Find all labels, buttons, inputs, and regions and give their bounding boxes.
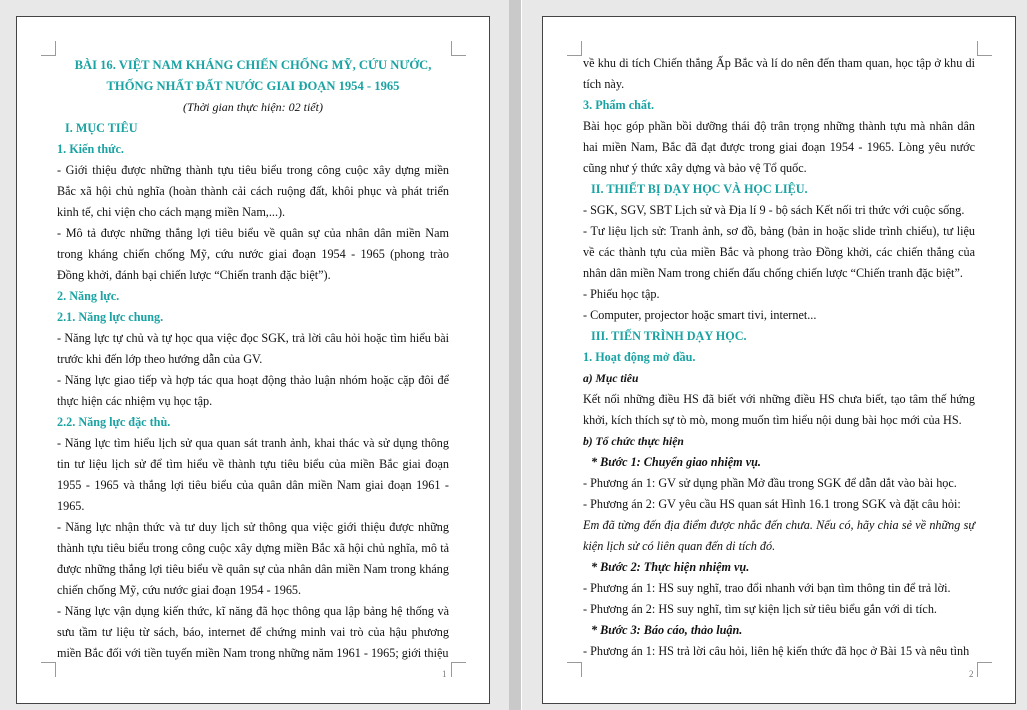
paragraph: Kết nối những điều HS đã biết với những điều HS chưa biết, tạo tâm thế hứng khởi, kích thích sự tò mò, mong muốn tìm hiểu nội dung bài học mới của HS. — [583, 392, 975, 427]
paragraph: - SGK, SGV, SBT Lịch sử và Địa lí 9 - bộ sách Kết nối tri thức với cuộc sống. — [583, 203, 965, 217]
paragraph: Bài học góp phần bồi dưỡng thái độ trân trọng những thành tựu mà nhân dân hai miền Nam, Bắc đã đạt được trong giai đoạn 1954 - 1965. Lòng yêu nước cũng như ý thức xây dựng và bảo vệ Tổ quốc. — [583, 119, 975, 175]
heading-muc-tieu: I. MỤC TIÊU — [65, 121, 138, 135]
page-gap — [509, 0, 521, 710]
heading-pham-chat: 3. Phẩm chất. — [583, 98, 655, 112]
margin-mark-bottom-left — [41, 662, 56, 677]
page-number: 1 — [442, 669, 447, 679]
paragraph: - Năng lực nhận thức và tư duy lịch sử thông qua việc giới thiệu được những thành tựu tiêu biểu trong công cuộc xây dựng miền Bắc xã hội chủ nghĩa, mô tả được những thắng lợi tiêu biểu về quân sự của nhân dân miền Nam trong kháng chiến chống Mỹ, cứu nước giai đoạn 1954 - 1965. — [57, 520, 449, 597]
paragraph: - Mô tả được những thắng lợi tiêu biểu về quân sự của nhân dân miền Nam trong kháng chiến chống Mỹ, cứu nước giai đoạn 1954 - 1965 (phong trào Đồng khởi, đánh bại chiến lược “Chiến tranh đặc biệt”). — [57, 226, 449, 282]
page-gap-highlight — [521, 0, 522, 710]
step-3: * Bước 3: Báo cáo, thảo luận. — [591, 623, 743, 637]
margin-mark-bottom-right — [977, 662, 992, 677]
subheading-to-chuc: b) Tổ chức thực hiện — [583, 435, 684, 448]
paragraph: - Phương án 1: GV sử dụng phần Mở đầu trong SGK để dẫn dắt vào bài học. — [583, 476, 957, 490]
heading-thiet-bi: II. THIẾT BỊ DẠY HỌC VÀ HỌC LIỆU. — [591, 182, 808, 196]
heading-nang-luc-dac-thu: 2.2. Năng lực đặc thù. — [57, 415, 171, 429]
heading-kien-thuc: 1. Kiến thức. — [57, 142, 124, 156]
step-2: * Bước 2: Thực hiện nhiệm vụ. — [591, 560, 750, 574]
lesson-title-line-2: THỐNG NHẤT ĐẤT NƯỚC GIAI ĐOẠN 1954 - 1965 — [106, 79, 400, 93]
page-number: 2 — [969, 669, 974, 679]
paragraph: - Phiếu học tập. — [583, 287, 660, 301]
paragraph: - Năng lực giao tiếp và hợp tác qua hoạt động thảo luận nhóm hoặc cặp đôi để thực hiện các nhiệm vụ học tập. — [57, 373, 449, 408]
margin-mark-top-right — [451, 41, 466, 56]
heading-hoat-dong-mo-dau: 1. Hoạt động mở đầu. — [583, 350, 696, 364]
paragraph: - Năng lực tìm hiểu lịch sử qua quan sát tranh ảnh, khai thác và sử dụng thông tin tư liệu lịch sử để tìm hiểu về thành tựu tiêu biểu của miền Bắc giai đoạn 1955 - 1965 và thắng lợi tiêu biểu của quân dân miền Nam giai đoạn 1961 - 1965. — [57, 436, 449, 513]
step-1: * Bước 1: Chuyển giao nhiệm vụ. — [591, 455, 761, 469]
page-2-body[interactable] — [583, 53, 975, 662]
heading-nang-luc: 2. Năng lực. — [57, 289, 120, 303]
paragraph: - Năng lực tự chủ và tự học qua việc đọc SGK, trả lời câu hỏi hoặc tìm hiểu bài trước khi đến lớp theo hướng dẫn của GV. — [57, 331, 449, 366]
paragraph: - Giới thiệu được những thành tựu tiêu biểu trong công cuộc xây dựng miền Bắc xã hội chủ nghĩa (hoàn thành cải cách ruộng đất, khôi phục và phát triển kinh tế, chi viện cho cách mạng miền Nam,...). — [57, 163, 449, 219]
document-page-1[interactable] — [16, 16, 490, 704]
margin-mark-bottom-right — [451, 662, 466, 677]
margin-mark-top-left — [567, 41, 582, 56]
heading-nang-luc-chung: 2.1. Năng lực chung. — [57, 310, 164, 324]
paragraph: - Phương án 1: HS suy nghĩ, trao đổi nhanh với bạn tìm thông tin để trả lời. — [583, 581, 951, 595]
subheading-muc-tieu: a) Mục tiêu — [583, 372, 639, 385]
paragraph: - Phương án 1: HS trả lời câu hỏi, liên hệ kiến thức đã học ở Bài 15 và nêu tình — [583, 644, 970, 658]
paragraph: - Computer, projector hoặc smart tivi, internet... — [583, 308, 817, 322]
margin-mark-top-right — [977, 41, 992, 56]
page-1-body[interactable] — [57, 55, 449, 664]
paragraph: - Năng lực vận dụng kiến thức, kĩ năng đã học thông qua lập bảng hệ thống và sưu tầm tư liệu từ sách, báo, internet để chứng minh vai trò của hậu phương miền Bắc đối với tiền tuyến miền Nam trong những năm 1961 - 1965; giới thiệu — [57, 604, 449, 660]
lesson-duration: (Thời gian thực hiện: 02 tiết) — [183, 100, 323, 114]
paragraph: - Tư liệu lịch sử: Tranh ảnh, sơ đồ, bảng (bản in hoặc slide trình chiếu), tư liệu về các thành tựu của miền Bắc và phong trào Đồng khởi, các chiến thắng của nhân dân miền Nam trong chiến đấu chống chiến lược “Chiến tranh đặc biệt”. — [583, 224, 975, 280]
heading-tien-trinh: III. TIẾN TRÌNH DẠY HỌC. — [591, 329, 747, 343]
paragraph: - Phương án 2: HS suy nghĩ, tìm sự kiện lịch sử tiêu biểu gắn với di tích. — [583, 602, 937, 616]
paragraph: về khu di tích Chiến thắng Ấp Bắc và lí do nên đến tham quan, học tập ở khu di tích này. — [583, 56, 975, 91]
lesson-title-line-1: BÀI 16. VIỆT NAM KHÁNG CHIẾN CHỐNG MỸ, CỨU NƯỚC, — [74, 58, 432, 72]
margin-mark-bottom-left — [567, 662, 582, 677]
margin-mark-top-left — [41, 41, 56, 56]
paragraph: - Phương án 2: GV yêu cầu HS quan sát Hình 16.1 trong SGK và đặt câu hỏi: — [583, 497, 961, 511]
paragraph-question: Em đã từng đến địa điểm được nhắc đến chưa. Nếu có, hãy chia sẻ về những sự kiện lịch sử có liên quan đến di tích đó. — [583, 518, 975, 553]
document-page-2[interactable] — [542, 16, 1016, 704]
